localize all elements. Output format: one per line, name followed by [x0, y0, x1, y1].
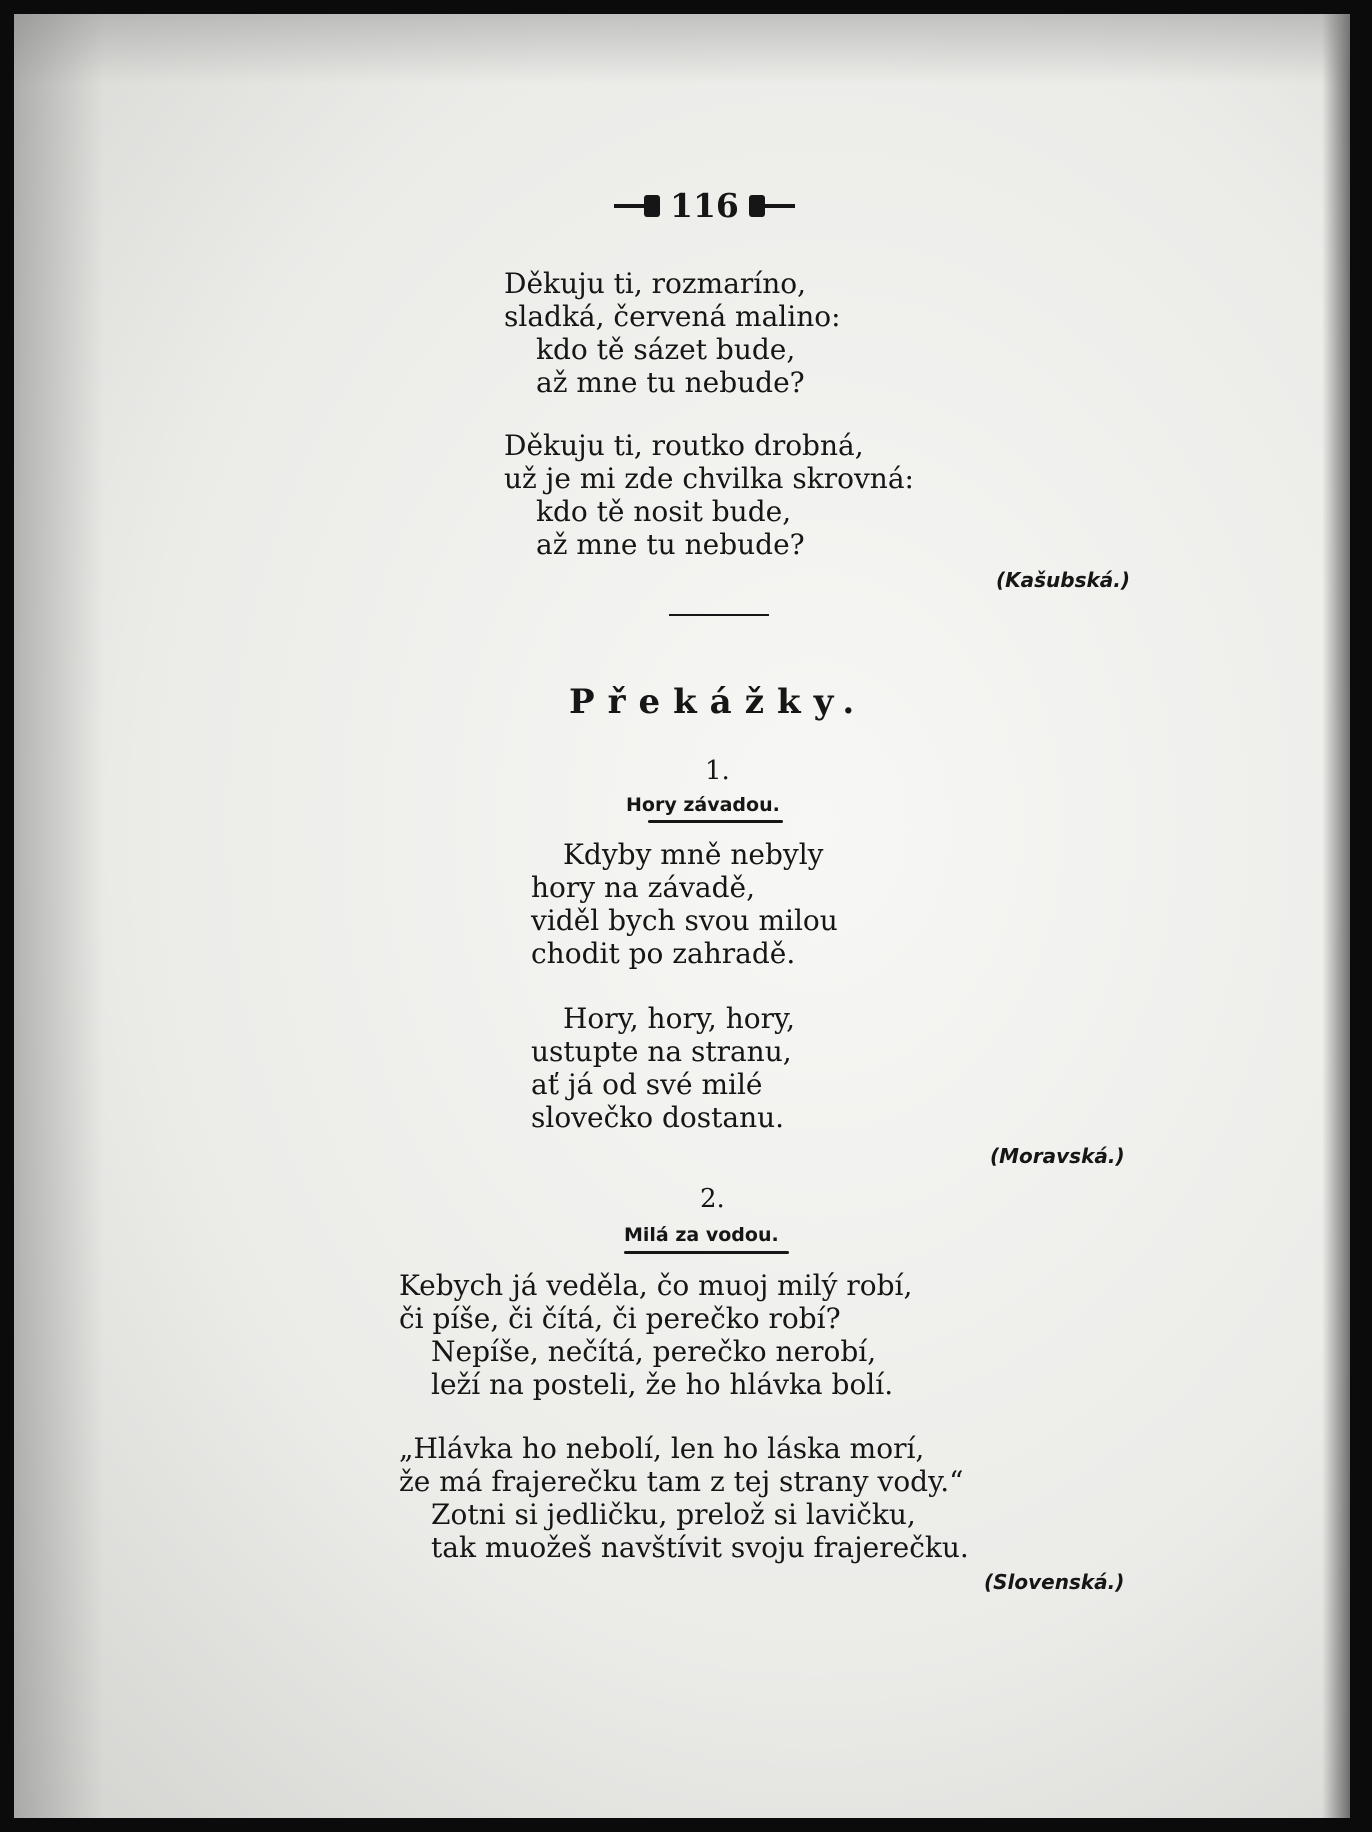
verse-line: kdo tě nosit bude,: [536, 495, 792, 528]
verse-line: že má frajerečku tam z tej strany vody.“: [399, 1465, 964, 1498]
verse-line: či píše, či čítá, či perečko robí?: [399, 1302, 841, 1335]
verse-line: Kebych já veděla, čo muoj milý robí,: [399, 1269, 913, 1302]
song1-stanza1: [531, 838, 838, 970]
verse-line: Zotni si jedličku, prelož si lavičku,: [431, 1498, 916, 1531]
page-header: [614, 186, 795, 225]
poem1-source: (Kašubská.): [996, 568, 1131, 592]
verse-line: už je mi zde chvilka skrovná:: [504, 462, 914, 495]
song2-number: 2.: [700, 1184, 725, 1214]
verse-line: Děkuju ti, rozmaríno,: [504, 267, 807, 300]
verse-line: ať já od své milé: [531, 1068, 763, 1101]
verse-line: až mne tu nebude?: [536, 528, 805, 561]
song1-stanza2: [531, 1002, 795, 1134]
verse-line: kdo tě sázet bude,: [536, 333, 796, 366]
verse-line: „Hlávka ho nebolí, len ho láska morí,: [399, 1432, 925, 1465]
verse-line: chodit po zahradě.: [531, 937, 796, 970]
poem1-stanza1: [504, 267, 841, 399]
verse-line: viděl bych svou milou: [531, 904, 838, 937]
section-title: Překážky.: [569, 682, 868, 722]
song2-source: (Slovenská.): [984, 1570, 1125, 1594]
verse-line: Děkuju ti, routko drobná,: [504, 429, 864, 462]
verse-line: až mne tu nebude?: [536, 366, 805, 399]
subtitle-underline: [624, 1251, 789, 1254]
page-number: 116: [670, 186, 739, 225]
verse-line: sladká, červená malino:: [504, 300, 841, 333]
verse-line: slovečko dostanu.: [531, 1101, 785, 1134]
song2-stanza2: [399, 1432, 969, 1564]
verse-line: hory na závadě,: [531, 871, 755, 904]
section-divider: [669, 614, 769, 616]
song1-number: 1.: [705, 756, 730, 786]
ornament-left-icon: [614, 204, 660, 208]
subtitle-underline: [648, 820, 783, 823]
ornament-right-icon: [749, 204, 795, 208]
verse-line: Hory, hory, hory,: [563, 1002, 796, 1035]
verse-line: Nepíše, nečítá, perečko nerobí,: [431, 1335, 877, 1368]
song1-subtitle: Hory závadou.: [626, 794, 780, 816]
poem1-stanza2: [504, 429, 914, 561]
verse-line: ustupte na stranu,: [531, 1035, 792, 1068]
verse-line: tak muožeš navštívit svoju frajerečku.: [431, 1531, 969, 1564]
verse-line: Kdyby mně nebyly: [563, 838, 824, 871]
book-page: [14, 14, 1350, 1818]
verse-line: leží na posteli, že ho hlávka bolí.: [431, 1368, 894, 1401]
song1-source: (Moravská.): [990, 1144, 1125, 1168]
song2-subtitle: Milá za vodou.: [624, 1224, 779, 1246]
song2-stanza1: [399, 1269, 912, 1401]
